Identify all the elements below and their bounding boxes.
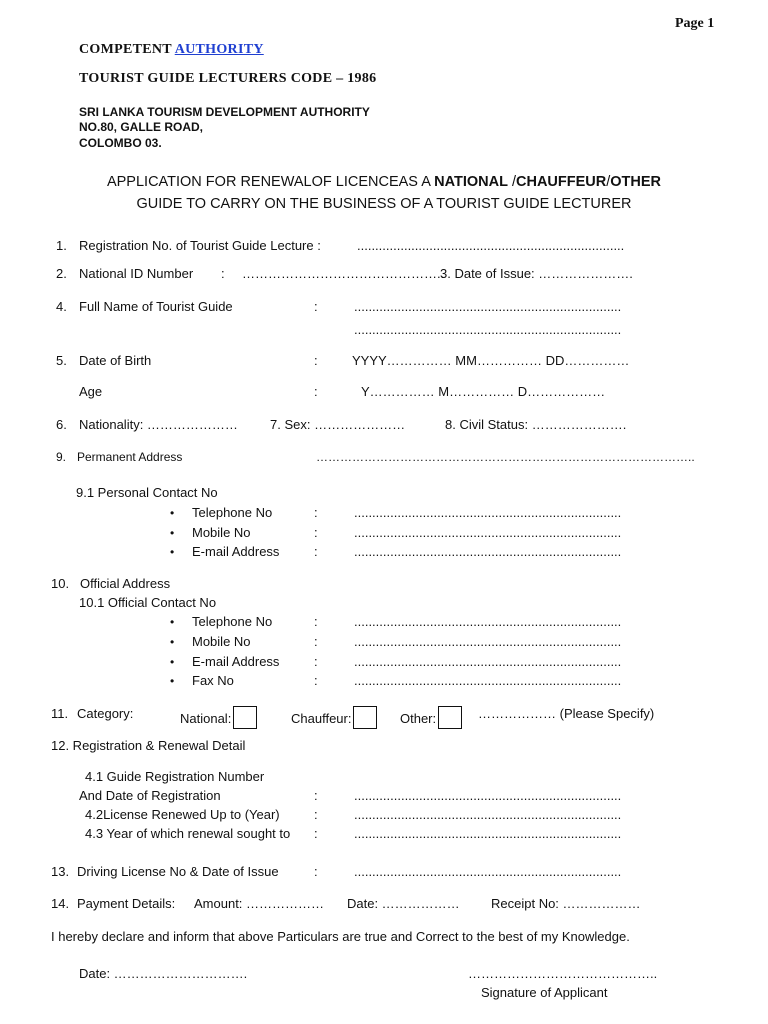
colon: : — [314, 807, 318, 822]
bullet-icon: • — [170, 615, 175, 629]
field-4-label: Full Name of Tourist Guide — [79, 299, 233, 314]
field-2-number: 2. — [56, 266, 67, 281]
field-9-input[interactable]: ………………………………………………………………………………….. — [316, 450, 695, 464]
org-address-line2: COLOMBO 03. — [79, 136, 162, 150]
personal-email-label: E-mail Address — [192, 544, 280, 559]
field-4-colon: : — [314, 299, 318, 314]
field-10-label: Official Address — [80, 576, 171, 591]
colon: : — [314, 634, 318, 649]
signature-date-input[interactable]: Date: …………………………. — [79, 966, 248, 981]
official-fax-input[interactable]: .......................................................................... — [354, 673, 622, 688]
colon: : — [314, 654, 318, 669]
field-4-number: 4. — [56, 299, 67, 314]
field-4-3-label: 4.3 Year of which renewal sought to — [85, 826, 291, 841]
declaration-text: I hereby declare and inform that above Particulars are true and Correct to the best of my Knowledge. — [51, 929, 630, 944]
title-chauffeur: CHAUFFEUR — [516, 174, 607, 190]
title-sep1: / — [507, 174, 517, 190]
field-9-number: 9. — [56, 450, 67, 464]
field-1-number: 1. — [56, 238, 67, 253]
bullet-icon: • — [170, 674, 175, 688]
field-14-number: 14. — [51, 896, 70, 911]
driving-license-input[interactable]: .......................................................................... — [354, 864, 622, 879]
other-checkbox[interactable] — [438, 706, 462, 729]
payment-date-input[interactable]: Date: ……………… — [347, 896, 460, 911]
field-13-number: 13. — [51, 864, 70, 879]
payment-amount-input[interactable]: Amount: ……………… — [194, 896, 325, 911]
renewal-sought-input[interactable]: .......................................................................... — [354, 826, 622, 841]
field-3-date-of-issue[interactable]: 3. Date of Issue: …………………. — [440, 266, 633, 281]
category-other-label: Other: — [400, 711, 437, 726]
age-input[interactable]: Y…………… M…………… D……………… — [361, 384, 606, 399]
title-sep2: / — [606, 174, 611, 190]
category-national — [180, 706, 257, 729]
colon: : — [314, 525, 318, 540]
form-title-line2: GUIDE TO CARRY ON THE BUSINESS OF A TOURIST GUIDE LECTURER — [136, 196, 632, 212]
bullet-icon: • — [170, 655, 175, 669]
renewed-up-to-input[interactable]: .......................................................................... — [354, 807, 622, 822]
official-mobile-input[interactable]: .......................................................................... — [354, 634, 622, 649]
colon: : — [314, 505, 318, 520]
field-14-label: Payment Details: — [77, 896, 176, 911]
competent-prefix: COMPETENT — [79, 42, 175, 57]
field-6-nationality[interactable]: Nationality: ………………… — [79, 417, 238, 432]
personal-telephone-label: Telephone No — [192, 505, 273, 520]
field-5-label: Date of Birth — [79, 353, 152, 368]
bullet-icon: • — [170, 635, 175, 649]
field-9-1-label: 9.1 Personal Contact No — [76, 485, 218, 500]
colon: : — [314, 673, 318, 688]
field-11-number: 11. — [51, 706, 69, 721]
org-name: SRI LANKA TOURISM DEVELOPMENT AUTHORITY — [79, 105, 370, 119]
title-other: OTHER — [610, 174, 662, 190]
bullet-icon: • — [170, 526, 175, 540]
age-colon: : — [314, 384, 318, 399]
field-2-label: National ID Number — [79, 266, 194, 281]
title-prefix: APPLICATION FOR RENEWALOF LICENCEAS A — [106, 174, 435, 190]
official-mobile-label: Mobile No — [192, 634, 251, 649]
org-address-line1: NO.80, GALLE ROAD, — [79, 120, 204, 134]
field-1-label: Registration No. of Tourist Guide Lecture : — [79, 238, 321, 253]
field-10-number: 10. — [51, 576, 70, 591]
field-4-input-line1[interactable]: .......................................................................... — [354, 299, 622, 314]
field-10-1-label: 10.1 Official Contact No — [79, 595, 217, 610]
age-label: Age — [79, 384, 103, 399]
field-4-input-line2[interactable]: .......................................................................... — [354, 322, 622, 337]
bullet-icon: • — [170, 506, 175, 520]
field-5-dob-input[interactable]: YYYY…………… MM…………… DD…………… — [352, 353, 630, 368]
field-9-label: Permanent Address — [77, 450, 183, 464]
field-1-input[interactable]: .......................................................................... — [357, 238, 625, 253]
personal-mobile-label: Mobile No — [192, 525, 251, 540]
official-email-input[interactable]: .......................................................................... — [354, 654, 622, 669]
code-heading: TOURIST GUIDE LECTURERS CODE – 1986 — [79, 71, 377, 86]
personal-email-input[interactable]: .......................................................................... — [354, 544, 622, 559]
colon: : — [314, 826, 318, 841]
category-other-specify-input[interactable]: ……………… (Please Specify) — [478, 706, 655, 721]
field-12-label: 12. Registration & Renewal Detail — [51, 738, 246, 753]
colon: : — [314, 544, 318, 559]
field-7-sex[interactable]: 7. Sex: ………………… — [270, 417, 406, 432]
form-title-line1 — [0, 174, 768, 190]
field-2-input[interactable]: ……………………………………….. — [242, 266, 445, 281]
payment-receipt-input[interactable]: Receipt No: ……………… — [491, 896, 641, 911]
official-telephone-input[interactable]: .......................................................................... — [354, 614, 622, 629]
field-13-label: Driving License No & Date of Issue — [77, 864, 279, 879]
signature-label: Signature of Applicant — [481, 985, 608, 1000]
category-other — [400, 706, 462, 729]
field-2-colon: : — [221, 266, 225, 281]
category-chauffeur — [291, 706, 377, 729]
personal-mobile-input[interactable]: .......................................................................... — [354, 525, 622, 540]
field-4-2-label: 4.2License Renewed Up to (Year) — [85, 807, 280, 822]
national-checkbox[interactable] — [233, 706, 257, 729]
field-8-civil-status[interactable]: 8. Civil Status: …………………. — [445, 417, 627, 432]
official-email-label: E-mail Address — [192, 654, 280, 669]
competent-authority-heading — [79, 42, 264, 58]
colon: : — [314, 788, 318, 803]
chauffeur-checkbox[interactable] — [353, 706, 377, 729]
registration-number-input[interactable]: .......................................................................... — [354, 788, 622, 803]
field-5-number: 5. — [56, 353, 67, 368]
field-4-1-label: 4.1 Guide Registration Number — [85, 769, 265, 784]
bullet-icon: • — [170, 545, 175, 559]
signature-line[interactable]: …………………………………….. — [468, 966, 658, 981]
title-national: NATIONAL — [434, 174, 508, 190]
authority-link[interactable]: AUTHORITY — [174, 42, 264, 57]
official-fax-label: Fax No — [192, 673, 234, 688]
personal-telephone-input[interactable]: .......................................................................... — [354, 505, 622, 520]
colon: : — [314, 864, 318, 879]
page-number: Page 1 — [675, 16, 715, 31]
colon: : — [314, 614, 318, 629]
field-11-label: Category: — [77, 706, 134, 721]
category-national-label: National: — [180, 711, 232, 726]
field-5-colon: : — [314, 353, 318, 368]
field-4-1b-label: And Date of Registration — [79, 788, 221, 803]
category-chauffeur-label: Chauffeur: — [291, 711, 352, 726]
field-6-number: 6. — [56, 417, 67, 432]
official-telephone-label: Telephone No — [192, 614, 273, 629]
